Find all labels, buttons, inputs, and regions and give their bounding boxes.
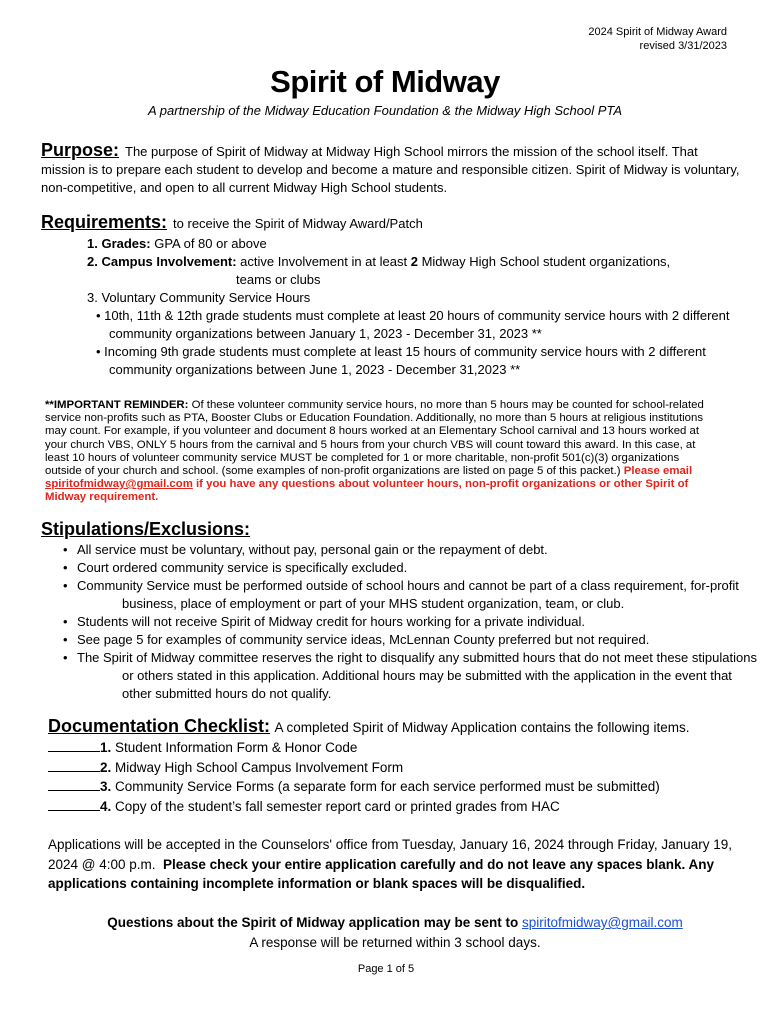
checklist-header xyxy=(48,716,689,737)
reminder-email-link[interactable]: spiritofmidway@gmail.com xyxy=(45,478,193,491)
checkbox-line[interactable] xyxy=(48,759,100,772)
response-note: A response will be returned within 3 school days. xyxy=(249,934,541,950)
checklist-item-text: Student Information Form & Honor Code xyxy=(115,740,358,755)
reminder-red-line-2: if you have any questions about volunteer hours, non-profit organizations or other Spirit of xyxy=(196,478,689,491)
grades-text: GPA of 80 or above xyxy=(154,236,267,251)
reminder-red-line-3: Midway requirement. xyxy=(45,491,159,504)
applications-line-2a: 2024 @ 4:00 p.m. xyxy=(48,856,156,872)
checklist-items xyxy=(48,738,660,816)
stipulations-list xyxy=(63,541,757,703)
applications-line-1: Applications will be accepted in the Counselors' office from Tuesday, January 16, 2024 through Friday, January 19, xyxy=(48,837,732,852)
campus-text-3: teams or clubs xyxy=(236,272,321,287)
applications-info xyxy=(48,835,732,894)
checkbox-line[interactable] xyxy=(48,739,100,752)
award-year-label: 2024 Spirit of Midway Award xyxy=(588,26,727,38)
questions-email-link[interactable]: spiritofmidway@gmail.com xyxy=(522,915,683,930)
checklist-item-text: Community Service Forms (a separate form for each service performed must be submitted) xyxy=(115,779,660,794)
list-item-continuation: other submitted hours do not qualify. xyxy=(122,686,332,701)
checklist-item-number: 4. xyxy=(100,798,112,814)
list-item: • Students will not receive Spirit of Midway credit for hours working for a private individual. xyxy=(63,613,753,631)
reminder-email-prompt: Please email xyxy=(623,465,693,478)
service-bullet-2-line-2: community organizations between June 1, 2023 - December 31,2023 ** xyxy=(109,362,521,377)
reminder-line-6: outside of your church and school. (some examples of non-profit organizations are listed on page 5 of this packet.) xyxy=(45,465,621,478)
bullet-icon: • xyxy=(96,308,105,323)
purpose-heading: Purpose: xyxy=(41,140,120,160)
reminder-line-5: least 10 hours of volunteer community service MUST be completed for 1 or more charitable, non-profit 501(c)(3) organizations xyxy=(45,451,680,464)
checklist-item xyxy=(48,758,660,778)
purpose-section xyxy=(41,140,740,197)
checklist-item-text: Copy of the student’s fall semester report card or printed grades from HAC xyxy=(115,798,560,814)
list-item: • Court ordered community service is specifically excluded. xyxy=(63,559,753,577)
applications-line-3: applications containing incomplete information or blank spaces will be disqualified. xyxy=(48,876,586,891)
applications-line-2b: Please check your entire application carefully and do not leave any spaces blank. Any xyxy=(163,856,715,872)
requirements-intro: to receive the Spirit of Midway Award/Patch xyxy=(173,216,423,231)
revision-date: revised 3/31/2023 xyxy=(639,40,727,52)
checkbox-line[interactable] xyxy=(48,778,100,791)
service-bullet-1-line-1: 10th, 11th & 12th grade students must complete at least 20 hours of community service hours with 2 different xyxy=(104,308,730,323)
grades-label: 1. Grades: xyxy=(87,236,151,251)
checklist-item-number: 1. xyxy=(100,740,112,755)
purpose-line-1: The purpose of Spirit of Midway at Midway High School mirrors the mission of the school itself. That xyxy=(125,144,698,159)
checklist-item-number: 3. xyxy=(100,779,112,794)
checklist-heading: Documentation Checklist: xyxy=(48,716,271,736)
purpose-line-2: mission is to prepare each student to develop and become a mature and responsible citizen. Spirit of Midway is voluntary, xyxy=(41,162,740,177)
service-bullet-2-line-1: Incoming 9th grade students must complete at least 15 hours of community service hours with 2 different xyxy=(104,344,706,359)
service-bullet-1 xyxy=(96,307,729,379)
checklist-item xyxy=(48,738,660,758)
checkbox-line[interactable] xyxy=(48,798,100,811)
page-subtitle: A partnership of the Midway Education Foundation & the Midway High School PTA xyxy=(147,103,623,118)
list-item: • See page 5 for examples of community service ideas, McLennan County preferred but not required. xyxy=(63,631,753,649)
requirements-header xyxy=(41,213,423,233)
questions-text: Questions about the Spirit of Midway application may be sent to xyxy=(107,915,519,930)
reminder-line-1: Of these volunteer community service hours, no more than 5 hours may be counted for school-related xyxy=(191,399,704,411)
questions-section xyxy=(0,913,770,952)
list-item-continuation: or others stated in this application. Additional hours may be submitted with the application in the event that xyxy=(122,668,732,683)
purpose-line-3: non-competitive, and open to all current Midway High School students. xyxy=(41,180,448,195)
campus-number: 2 xyxy=(410,254,418,269)
checklist-intro: A completed Spirit of Midway Application contains the following items. xyxy=(274,720,690,735)
checklist-item xyxy=(48,797,660,817)
list-item: • All service must be voluntary, without pay, personal gain or the repayment of debt. xyxy=(63,541,753,559)
list-item: • Community Service must be performed outside of school hours and cannot be part of a class requirement, for-profit xyxy=(63,577,753,595)
requirements-heading: Requirements: xyxy=(41,212,168,232)
requirement-grades xyxy=(87,235,267,253)
checklist-item-number: 2. xyxy=(100,759,112,775)
service-label: 3. Voluntary Community Service Hours xyxy=(87,290,311,305)
campus-label: 2. Campus Involvement: xyxy=(87,254,237,269)
reminder-label: **IMPORTANT REMINDER: xyxy=(45,399,189,411)
bullet-icon: • xyxy=(96,344,105,359)
reminder-line-3: may count. For example, if you volunteer and document 8 hours worked at an Elementary School carnival and 13 hours worked at xyxy=(45,425,700,438)
campus-text-2: Midway High School student organizations, xyxy=(421,254,671,269)
reminder-line-4: your church VBS, ONLY 5 hours from the carnival and 5 hours from your church VBS will count toward this award. In this case, at xyxy=(45,438,696,451)
important-reminder xyxy=(45,399,725,505)
list-item: • The Spirit of Midway committee reserves the right to disqualify any submitted hours that do not meet these stipulations xyxy=(63,649,753,667)
requirement-campus xyxy=(87,253,670,271)
checklist-item xyxy=(48,777,660,797)
list-item-continuation: business, place of employment or part of your MHS student organization, team, or club. xyxy=(122,596,625,611)
stipulations-heading: Stipulations/Exclusions: xyxy=(41,519,251,539)
service-bullet-1-line-2: community organizations between January 1, 2023 - December 31, 2023 ** xyxy=(109,326,542,341)
page-number: Page 1 of 5 xyxy=(357,963,415,975)
reminder-line-2: service non-profits such as PTA, Booster Clubs or Education Foundation. Additionally, no more than 5 hours at religious institutions xyxy=(45,412,704,425)
checklist-item-text: Midway High School Campus Involvement Form xyxy=(115,759,404,775)
document-meta xyxy=(588,25,727,53)
page-title: Spirit of Midway xyxy=(270,64,500,99)
campus-text-1: active Involvement in at least xyxy=(240,254,408,269)
